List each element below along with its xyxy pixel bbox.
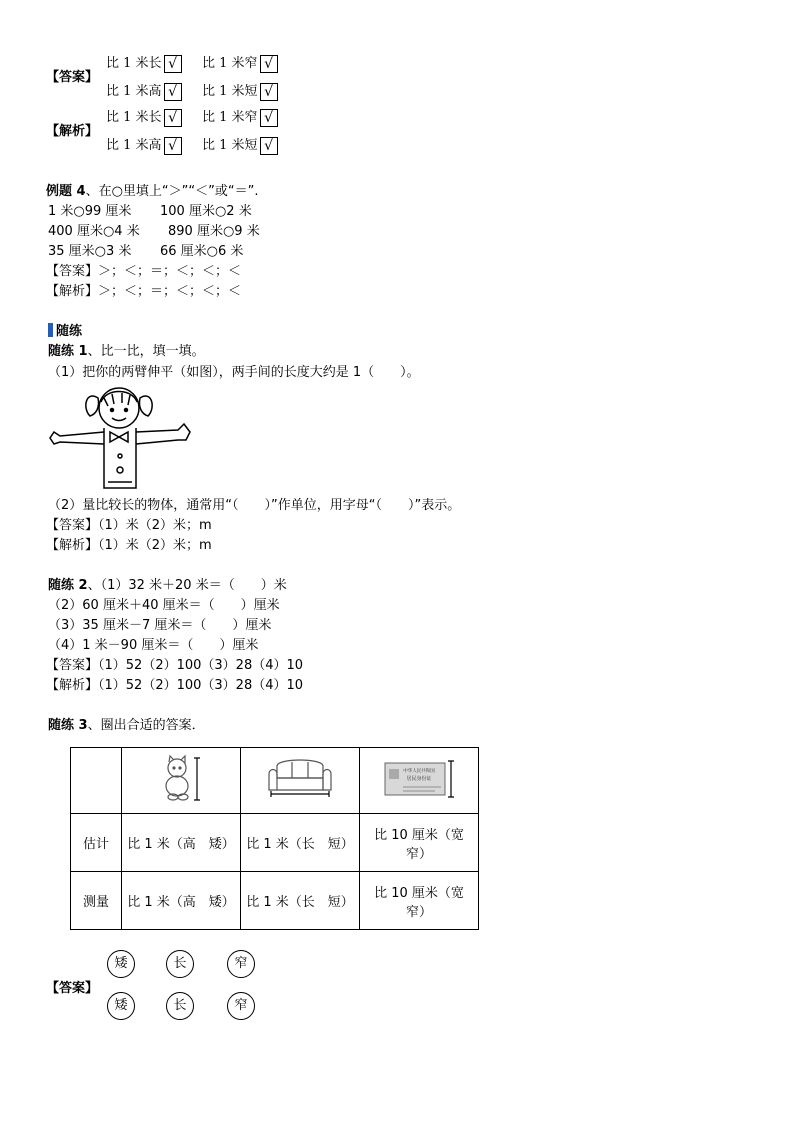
table-cell: 比 10 厘米（宽窄） xyxy=(360,872,479,930)
p1-analysis: 【解析】（1）米（2）米；m xyxy=(46,538,212,553)
table-corner-cell xyxy=(71,748,122,814)
circled-answer: 窄 xyxy=(227,950,255,978)
check-mark-icon: √ xyxy=(260,137,278,155)
circled-answer: 长 xyxy=(166,992,194,1020)
girl-arms-out-illustration xyxy=(46,380,196,492)
p1-title: 随练 1、比一比，填一填。 xyxy=(48,344,205,359)
ex4-item: 400 厘米○4 米 xyxy=(48,224,140,239)
answer-option: 比 1 米窄 √ xyxy=(202,52,278,73)
check-mark-icon: √ xyxy=(164,55,182,73)
ex4-item: 66 厘米○6 米 xyxy=(160,244,244,259)
section-heading: 随练 xyxy=(48,320,82,339)
ex4-title: 例题 4、在○里填上“＞”“＜”或“＝”. xyxy=(46,184,259,199)
table-cell: 比 1 米（高 矮） xyxy=(122,872,241,930)
p2-q1: 随练 2、（1）32 米＋20 米＝（ ）米 xyxy=(48,578,287,593)
check-mark-icon: √ xyxy=(260,109,278,127)
analysis-option: 比 1 米高 √ xyxy=(106,134,182,155)
p3-answer-label: 【答案】 xyxy=(46,981,99,996)
section-marker-icon xyxy=(48,323,53,337)
circled-answer: 矮 xyxy=(107,950,135,978)
card-text-line: 中华人民共和国 xyxy=(403,768,435,774)
row-label-measure: 测量 xyxy=(71,872,122,930)
answer-option: 比 1 米高 √ xyxy=(106,80,182,101)
estimate-measure-table xyxy=(70,747,479,930)
table-cell: 比 10 厘米（宽窄） xyxy=(360,814,479,872)
row-label-estimate: 估计 xyxy=(71,814,122,872)
p2-answer: 【答案】（1）52（2）100（3）28（4）10 xyxy=(46,658,304,673)
ex4-item: 890 厘米○9 米 xyxy=(168,224,260,239)
answer-label-ex3: 【答案】 xyxy=(46,70,99,85)
p1-q2: （2）量比较长的物体，通常用“（ ）”作单位，用字母“（ ）”表示。 xyxy=(48,498,461,513)
analysis-option: 比 1 米窄 √ xyxy=(202,106,278,127)
p2-q3: （3）35 厘米－7 厘米＝（ ）厘米 xyxy=(48,618,272,633)
cat-toy-icon xyxy=(151,754,211,804)
circled-answer: 矮 xyxy=(107,992,135,1020)
analysis-option: 比 1 米长 √ xyxy=(106,106,182,127)
check-mark-icon: √ xyxy=(164,83,182,101)
ex4-item: 1 米○99 厘米 xyxy=(48,204,132,219)
p2-analysis: 【解析】（1）52（2）100（3）28（4）10 xyxy=(46,678,304,693)
circled-answer: 窄 xyxy=(227,992,255,1020)
check-mark-icon: √ xyxy=(164,109,182,127)
sofa-image-cell xyxy=(241,748,360,814)
cat-toy-image-cell xyxy=(122,748,241,814)
answer-option: 比 1 米短 √ xyxy=(202,80,278,101)
analysis-option: 比 1 米短 √ xyxy=(202,134,278,155)
analysis-label-ex3: 【解析】 xyxy=(46,124,99,139)
table-cell: 比 1 米（长 短） xyxy=(241,872,360,930)
check-mark-icon: √ xyxy=(260,55,278,73)
p1-answer: 【答案】（1）米（2）米；m xyxy=(46,518,212,533)
p2-q4: （4）1 米－90 厘米＝（ ）厘米 xyxy=(48,638,259,653)
p3-title: 随练 3、圈出合适的答案． xyxy=(48,718,205,733)
ex4-analysis: 【解析】＞；＜；＝；＜；＜；＜ xyxy=(46,284,242,299)
check-mark-icon: √ xyxy=(164,137,182,155)
ex4-item: 35 厘米○3 米 xyxy=(48,244,132,259)
ex4-item: 100 厘米○2 米 xyxy=(160,204,252,219)
answer-option: 比 1 米长 √ xyxy=(106,52,182,73)
p1-q1: （1）把你的两臂伸平（如图），两手间的长度大约是 1（ ）。 xyxy=(48,365,420,380)
p2-q2: （2）60 厘米＋40 厘米＝（ ）厘米 xyxy=(48,598,280,613)
id-card-icon xyxy=(379,757,459,801)
table-cell: 比 1 米（长 短） xyxy=(241,814,360,872)
id-card-image-cell xyxy=(360,748,479,814)
ex4-answer: 【答案】＞；＜；＝；＜；＜；＜ xyxy=(46,264,242,279)
table-cell: 比 1 米（高 矮） xyxy=(122,814,241,872)
sofa-icon xyxy=(265,756,335,802)
check-mark-icon: √ xyxy=(260,83,278,101)
card-text-line: 居民身份证 xyxy=(406,775,432,782)
circled-answer: 长 xyxy=(166,950,194,978)
